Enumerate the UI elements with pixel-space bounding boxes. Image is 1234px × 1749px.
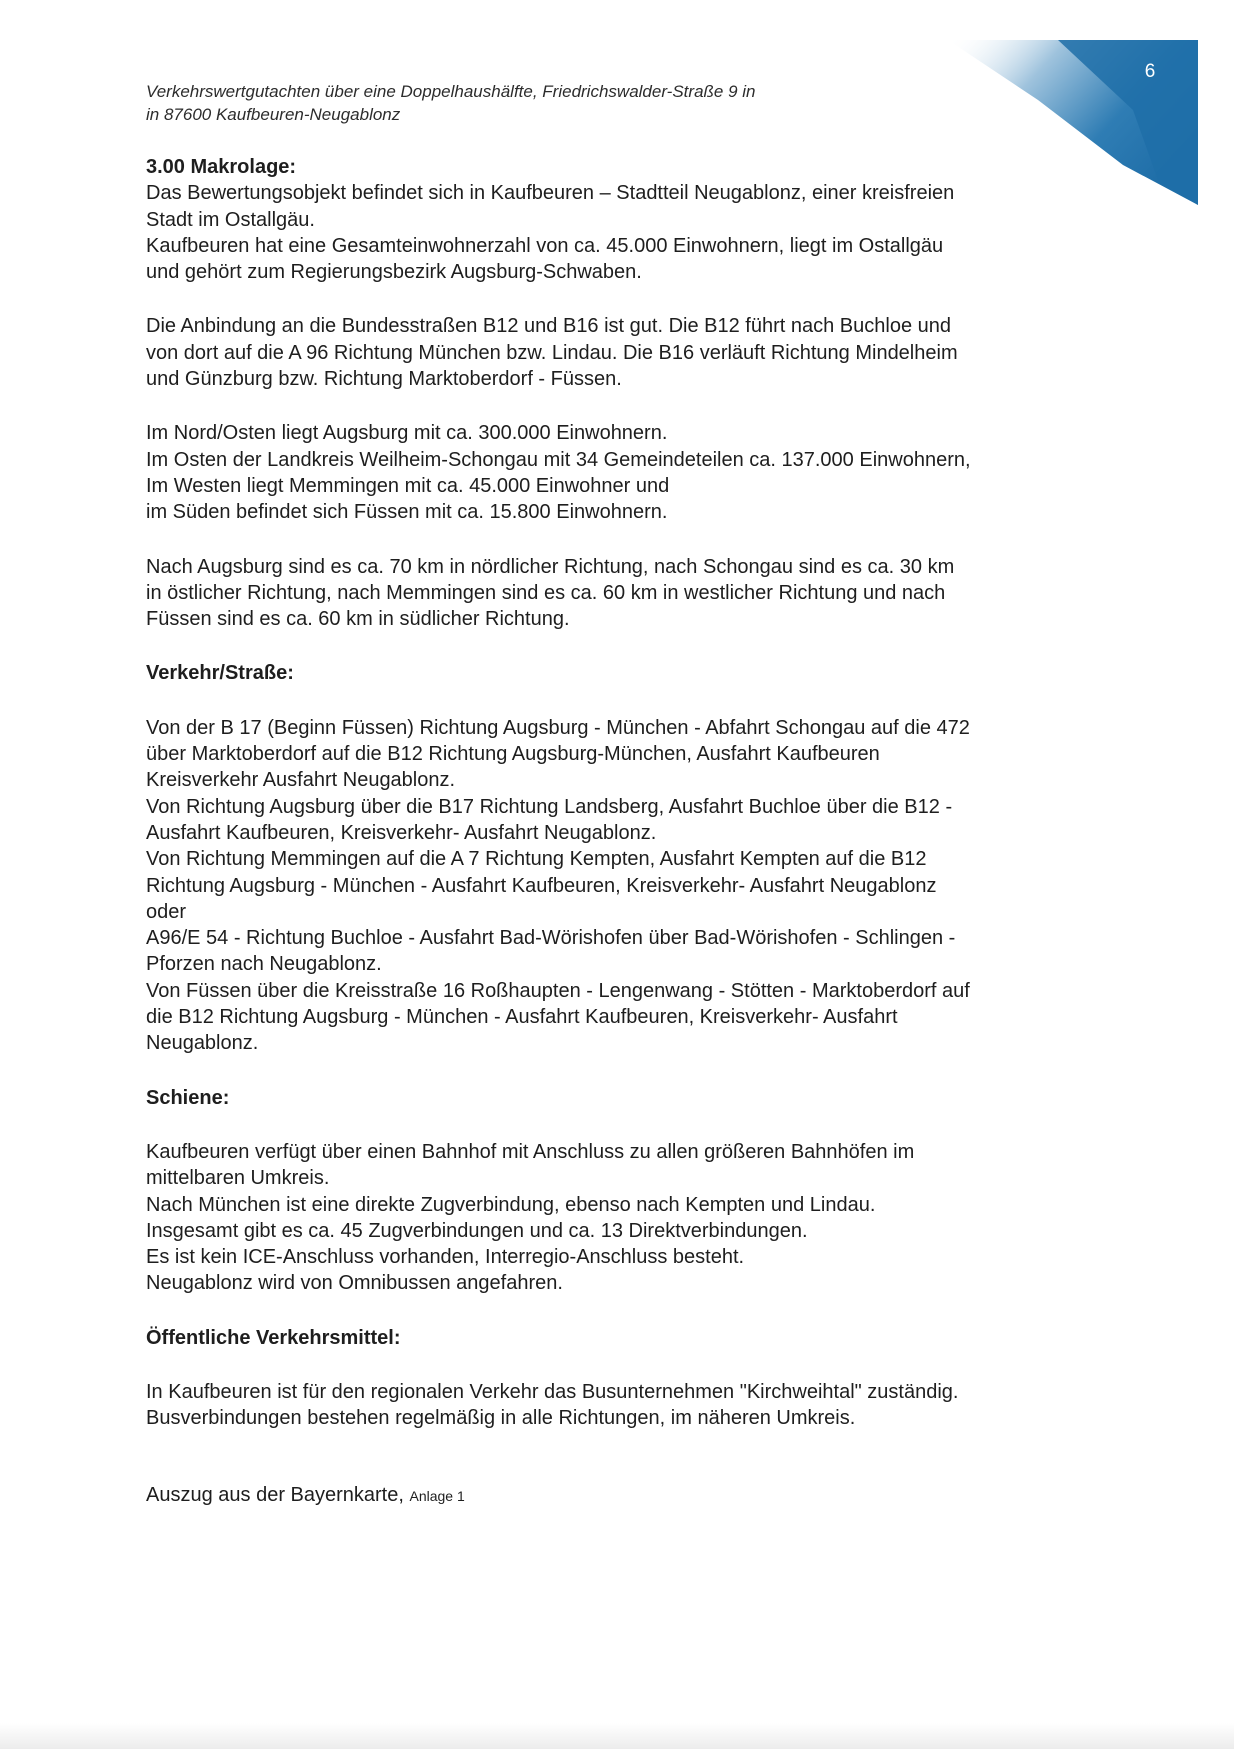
section-heading-verkehr: Verkehr/Straße:: [146, 662, 294, 685]
text-line: Es ist kein ICE-Anschluss vorhanden, Interregio-Anschluss besteht.: [146, 1246, 745, 1269]
paragraph-schiene: [146, 1139, 1096, 1297]
text-line: Von Richtung Augsburg über die B17 Richtung Landsberg, Ausfahrt Buchloe über die B12 -: [146, 795, 953, 818]
text-line: Kaufbeuren hat eine Gesamteinwohnerzahl von ca. 45.000 Einwohnern, liegt im Ostallgäu: [146, 234, 944, 257]
text-line: Von Füssen über die Kreisstraße 16 Roßhaupten - Lengenwang - Stötten - Marktoberdorf auf: [146, 979, 970, 1002]
document-body: [146, 154, 1096, 1509]
text-line: Kaufbeuren verfügt über einen Bahnhof mit Anschluss zu allen größeren Bahnhöfen im: [146, 1140, 915, 1163]
text-line: Neugablonz wird von Omnibussen angefahren.: [146, 1272, 563, 1295]
section-heading-makrolage: 3.00 Makrolage:: [146, 156, 297, 178]
paragraph-entfernungen: [146, 554, 1096, 633]
section-heading-schiene: Schiene:: [146, 1086, 230, 1109]
paragraph-lage: [146, 180, 1096, 285]
text-line: die B12 Richtung Augsburg - München - Ausfahrt Kaufbeuren, Kreisverkehr- Ausfahrt: [146, 1006, 898, 1029]
text-line: Im Nord/Osten liegt Augsburg mit ca. 300.000 Einwohnern.: [146, 422, 668, 445]
paragraph-anbindung: [146, 313, 1096, 392]
text-line: im Süden befindet sich Füssen mit ca. 15.800 Einwohnern.: [146, 501, 668, 524]
text-line: Im Westen liegt Memmingen mit ca. 45.000 Einwohner und: [146, 474, 670, 497]
text-line: Pforzen nach Neugablonz.: [146, 953, 382, 976]
text-line: Ausfahrt Kaufbeuren, Kreisverkehr- Ausfahrt Neugablonz.: [146, 821, 657, 844]
map-reference: [146, 1482, 1096, 1509]
text-line: Im Osten der Landkreis Weilheim-Schongau mit 34 Gemeindeteilen ca. 137.000 Einwohnern,: [146, 448, 971, 471]
text-line: über Marktoberdorf auf die B12 Richtung Augsburg-München, Ausfahrt Kaufbeuren: [146, 743, 880, 766]
text-line: Nach München ist eine direkte Zugverbindung, ebenso nach Kempten und Lindau.: [146, 1193, 876, 1216]
text-line: und Günzburg bzw. Richtung Marktoberdorf - Füssen.: [146, 368, 622, 391]
text-line: A96/E 54 - Richtung Buchloe - Ausfahrt Bad-Wörishofen über Bad-Wörishofen - Schlingen -: [146, 927, 956, 950]
text-line: In Kaufbeuren ist für den regionalen Verkehr das Busunternehmen "Kirchweihtal" zuständig.: [146, 1380, 959, 1403]
paragraph-oepnv: [146, 1379, 1096, 1432]
text-line: Busverbindungen bestehen regelmäßig in alle Richtungen, im näheren Umkreis.: [146, 1407, 856, 1430]
text-line: Nach Augsburg sind es ca. 70 km in nördlicher Richtung, nach Schongau sind es ca. 30 km: [146, 555, 955, 578]
text-line: und gehört zum Regierungsbezirk Augsburg-Schwaben.: [146, 261, 642, 284]
text-line: Kreisverkehr Ausfahrt Neugablonz.: [146, 769, 456, 792]
paragraph-verkehr: [146, 715, 1096, 1057]
map-reference-text: Auszug aus der Bayernkarte,: [146, 1483, 410, 1506]
header-line-1: Verkehrswertgutachten über eine Doppelhaushälfte, Friedrichswalder-Straße 9 in: [146, 82, 756, 101]
header-line-2: in 87600 Kaufbeuren-Neugablonz: [146, 105, 401, 124]
text-line: Neugablonz.: [146, 1032, 259, 1055]
text-line: von dort auf die A 96 Richtung München bzw. Lindau. Die B16 verläuft Richtung Mindelheim: [146, 341, 958, 364]
paragraph-nachbarorte: [146, 420, 1096, 525]
text-line: in östlicher Richtung, nach Memmingen sind es ca. 60 km in westlicher Richtung und nach: [146, 581, 946, 604]
text-line: Stadt im Ostallgäu.: [146, 208, 315, 231]
text-line: Von Richtung Memmingen auf die A 7 Richtung Kempten, Ausfahrt Kempten auf die B12: [146, 848, 927, 871]
text-line: Von der B 17 (Beginn Füssen) Richtung Augsburg - München - Abfahrt Schongau auf die 472: [146, 716, 970, 739]
text-line: Füssen sind es ca. 60 km in südlicher Richtung.: [146, 608, 570, 631]
text-line: mittelbaren Umkreis.: [146, 1167, 330, 1190]
page-number: 6: [1144, 61, 1156, 82]
appendix-reference: Anlage 1: [409, 1487, 465, 1504]
text-line: Die Anbindung an die Bundesstraßen B12 und B16 ist gut. Die B12 führt nach Buchloe und: [146, 315, 951, 338]
section-heading-oepnv: Öffentliche Verkehrsmittel:: [146, 1326, 401, 1349]
text-line: Richtung Augsburg - München - Ausfahrt Kaufbeuren, Kreisverkehr- Ausfahrt Neugablonz: [146, 874, 937, 897]
running-header: [146, 80, 946, 126]
text-line: oder: [146, 900, 187, 923]
text-line: Insgesamt gibt es ca. 45 Zugverbindungen und ca. 13 Direktverbindungen.: [146, 1219, 808, 1242]
text-line: Das Bewertungsobjekt befindet sich in Kaufbeuren – Stadtteil Neugablonz, einer kreisfreien: [146, 182, 955, 205]
scan-bottom-edge: [0, 1723, 1234, 1749]
